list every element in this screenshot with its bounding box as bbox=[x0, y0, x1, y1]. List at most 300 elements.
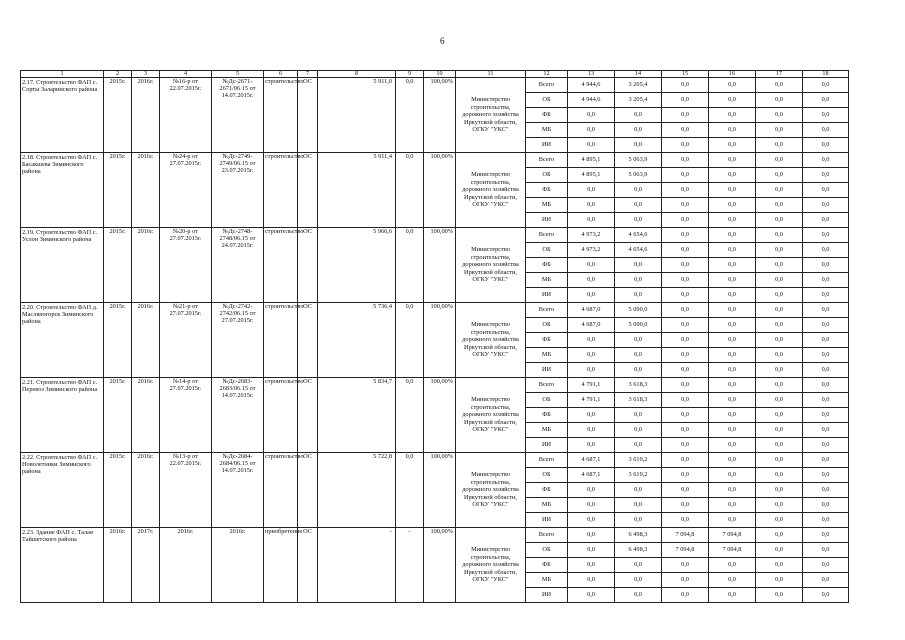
contract-cell: №Дс-2683-2683/06.15 от 14.07.2015г. bbox=[212, 378, 264, 453]
finance-value-cell: 0,0 bbox=[756, 333, 803, 348]
finance-value-cell: 0,0 bbox=[756, 543, 803, 558]
col9-cell: 0,0 bbox=[396, 303, 424, 378]
finance-value-cell: 0,0 bbox=[709, 348, 756, 363]
ministry-cell: Министерство строительства, дорожного хозяйства Иркутской области, ОГКУ "УКС" bbox=[456, 453, 526, 528]
finance-value-cell: 0,0 bbox=[662, 408, 709, 423]
finance-value-cell: 0,0 bbox=[662, 573, 709, 588]
finance-value-cell: 0,0 bbox=[756, 438, 803, 453]
finance-value-cell: 0,0 bbox=[709, 378, 756, 393]
finance-value-cell: 0,0 bbox=[756, 453, 803, 468]
finance-value-cell: 0,0 bbox=[756, 243, 803, 258]
finance-value-cell: 0,0 bbox=[756, 138, 803, 153]
finance-value-cell: 0,0 bbox=[756, 288, 803, 303]
finance-value-cell: 0,0 bbox=[662, 393, 709, 408]
fund-source-cell: ОБ bbox=[526, 543, 568, 558]
finance-value-cell: 4 654,6 bbox=[615, 243, 662, 258]
finance-value-cell: 0,0 bbox=[615, 138, 662, 153]
table-row bbox=[21, 453, 849, 468]
finance-value-cell: 0,0 bbox=[615, 213, 662, 228]
finance-value-cell: 4 791,1 bbox=[568, 378, 615, 393]
finance-value-cell: 0,0 bbox=[568, 543, 615, 558]
finance-value-cell: 0,0 bbox=[803, 183, 849, 198]
finance-value-cell: 0,0 bbox=[662, 513, 709, 528]
finance-value-cell: 0,0 bbox=[568, 363, 615, 378]
finance-value-cell: 0,0 bbox=[756, 258, 803, 273]
finance-value-cell: 0,0 bbox=[709, 363, 756, 378]
finance-value-cell: 3 618,3 bbox=[615, 378, 662, 393]
cost-cell: 5 966,6 bbox=[318, 228, 396, 303]
finance-value-cell: 0,0 bbox=[803, 168, 849, 183]
finance-value-cell: 0,0 bbox=[662, 78, 709, 93]
finance-value-cell: 0,0 bbox=[803, 513, 849, 528]
finance-value-cell: 0,0 bbox=[756, 408, 803, 423]
finance-value-cell: 0,0 bbox=[709, 408, 756, 423]
finance-value-cell: 0,0 bbox=[568, 258, 615, 273]
fund-source-cell: Всего bbox=[526, 378, 568, 393]
finance-value-cell: 0,0 bbox=[615, 108, 662, 123]
finance-value-cell: 0,0 bbox=[756, 183, 803, 198]
finance-value-cell: 0,0 bbox=[709, 558, 756, 573]
finance-value-cell: 0,0 bbox=[756, 153, 803, 168]
fund-source-cell: МБ bbox=[526, 198, 568, 213]
finance-value-cell: 0,0 bbox=[756, 108, 803, 123]
finance-value-cell: 0,0 bbox=[568, 423, 615, 438]
finance-value-cell: 0,0 bbox=[803, 363, 849, 378]
object-name-cell: 2.22. Строительство ФАП с. Новолетники Зиминского района bbox=[21, 453, 104, 528]
table-row bbox=[21, 153, 849, 168]
finance-value-cell: 0,0 bbox=[662, 138, 709, 153]
finance-value-cell: 0,0 bbox=[615, 513, 662, 528]
fund-source-cell: МБ bbox=[526, 423, 568, 438]
column-number-header: 7 bbox=[298, 71, 318, 78]
fund-source-cell: Всего bbox=[526, 528, 568, 543]
finance-value-cell: 0,0 bbox=[615, 183, 662, 198]
finance-value-cell: 0,0 bbox=[568, 498, 615, 513]
fund-source-cell: МБ bbox=[526, 498, 568, 513]
order-cell: №24-р от 27.07.2015г. bbox=[160, 153, 212, 228]
finance-value-cell: 0,0 bbox=[756, 558, 803, 573]
cost-cell: - bbox=[318, 528, 396, 603]
contract-cell: №Дс-2742-2742/06.15 от 27.07.2015г. bbox=[212, 303, 264, 378]
finance-value-cell: 0,0 bbox=[756, 213, 803, 228]
fund-source-cell: ОБ bbox=[526, 393, 568, 408]
cost-cell: 5 911,4 bbox=[318, 153, 396, 228]
work-type-cell: приобретение bbox=[264, 528, 298, 603]
column-number-header: 1 bbox=[21, 71, 104, 78]
col9-cell: 0,0 bbox=[396, 453, 424, 528]
finance-value-cell: 0,0 bbox=[803, 348, 849, 363]
finance-value-cell: 0,0 bbox=[615, 348, 662, 363]
finance-value-cell: 0,0 bbox=[709, 393, 756, 408]
finance-value-cell: 0,0 bbox=[803, 228, 849, 243]
finance-value-cell: 0,0 bbox=[615, 363, 662, 378]
finance-value-cell: 0,0 bbox=[709, 303, 756, 318]
finance-value-cell: 0,0 bbox=[568, 138, 615, 153]
start-year-cell: 2015г. bbox=[104, 303, 132, 378]
finance-value-cell: 0,0 bbox=[568, 198, 615, 213]
finance-value-cell: 0,0 bbox=[803, 153, 849, 168]
object-name-cell: 2.21. Строительство ФАП с. Перевоз Зиминского района bbox=[21, 378, 104, 453]
finance-value-cell: 0,0 bbox=[662, 468, 709, 483]
percent-cell: 100,00% bbox=[424, 453, 456, 528]
finance-value-cell: 7 094,8 bbox=[709, 528, 756, 543]
finance-value-cell: 0,0 bbox=[803, 243, 849, 258]
finance-value-cell: 0,0 bbox=[709, 498, 756, 513]
finance-value-cell: 0,0 bbox=[803, 213, 849, 228]
finance-value-cell: 4 895,1 bbox=[568, 153, 615, 168]
finance-value-cell: 0,0 bbox=[662, 588, 709, 603]
finance-value-cell: 0,0 bbox=[709, 123, 756, 138]
finance-value-cell: 0,0 bbox=[803, 318, 849, 333]
finance-value-cell: 4 654,6 bbox=[615, 228, 662, 243]
finance-value-cell: 0,0 bbox=[662, 183, 709, 198]
form-cell: ОС bbox=[298, 303, 318, 378]
fund-source-cell: ОБ bbox=[526, 93, 568, 108]
end-year-cell: 2016г. bbox=[132, 228, 160, 303]
finance-value-cell: 3 618,3 bbox=[615, 393, 662, 408]
finance-value-cell: 0,0 bbox=[803, 423, 849, 438]
table-row bbox=[21, 78, 849, 93]
finance-value-cell: 0,0 bbox=[756, 123, 803, 138]
end-year-cell: 2016г. bbox=[132, 303, 160, 378]
finance-value-cell: 0,0 bbox=[662, 318, 709, 333]
finance-value-cell: 0,0 bbox=[803, 198, 849, 213]
finance-value-cell: 0,0 bbox=[615, 198, 662, 213]
finance-value-cell: 4 687,1 bbox=[568, 453, 615, 468]
end-year-cell: 2016г. bbox=[132, 153, 160, 228]
work-type-cell: строительство bbox=[264, 453, 298, 528]
finance-value-cell: 0,0 bbox=[615, 588, 662, 603]
finance-value-cell: 0,0 bbox=[709, 213, 756, 228]
finance-value-cell: 0,0 bbox=[803, 453, 849, 468]
finance-value-cell: 0,0 bbox=[662, 153, 709, 168]
fund-source-cell: ФБ bbox=[526, 258, 568, 273]
fund-source-cell: ИИ bbox=[526, 513, 568, 528]
contract-cell: №Дс-2684-2684/06.15 от 14.07.2015г. bbox=[212, 453, 264, 528]
fund-source-cell: Всего bbox=[526, 153, 568, 168]
finance-value-cell: 0,0 bbox=[709, 243, 756, 258]
object-name-cell: 2.23. Здание ФАП с. Талая Тайшетского района bbox=[21, 528, 104, 603]
finance-value-cell: 0,0 bbox=[709, 288, 756, 303]
fund-source-cell: МБ bbox=[526, 348, 568, 363]
form-cell: ОС bbox=[298, 528, 318, 603]
start-year-cell: 2015г. bbox=[104, 153, 132, 228]
work-type-cell: строительство bbox=[264, 153, 298, 228]
table-row bbox=[21, 303, 849, 318]
finance-value-cell: 0,0 bbox=[662, 483, 709, 498]
cost-cell: 5 736,4 bbox=[318, 303, 396, 378]
col9-cell: 0,0 bbox=[396, 78, 424, 153]
finance-value-cell: 0,0 bbox=[662, 243, 709, 258]
percent-cell: 100,00% bbox=[424, 303, 456, 378]
finance-value-cell: 0,0 bbox=[709, 273, 756, 288]
form-cell: ОС bbox=[298, 78, 318, 153]
table-row bbox=[21, 228, 849, 243]
finance-value-cell: 0,0 bbox=[803, 573, 849, 588]
finance-value-cell: 0,0 bbox=[662, 228, 709, 243]
finance-value-cell: 0,0 bbox=[568, 438, 615, 453]
column-number-header: 5 bbox=[212, 71, 264, 78]
finance-value-cell: 3 205,4 bbox=[615, 93, 662, 108]
column-number-header: 11 bbox=[456, 71, 526, 78]
finance-value-cell: 0,0 bbox=[709, 318, 756, 333]
object-name-cell: 2.18. Строительство ФАП с. Басакшева Зиминского района bbox=[21, 153, 104, 228]
fund-source-cell: ФБ bbox=[526, 558, 568, 573]
contract-cell: №Дс-2671-2671/06.15 от 14.07.2015г. bbox=[212, 78, 264, 153]
finance-value-cell: 0,0 bbox=[756, 573, 803, 588]
finance-value-cell: 0,0 bbox=[803, 543, 849, 558]
finance-value-cell: 0,0 bbox=[709, 438, 756, 453]
column-number-header: 16 bbox=[709, 71, 756, 78]
finance-value-cell: 4 895,1 bbox=[568, 168, 615, 183]
order-cell: №13-р от 22.07.2015г. bbox=[160, 453, 212, 528]
finance-value-cell: 0,0 bbox=[662, 123, 709, 138]
finance-value-cell: 0,0 bbox=[709, 228, 756, 243]
start-year-cell: 2015г. bbox=[104, 378, 132, 453]
percent-cell: 100,00% bbox=[424, 78, 456, 153]
finance-value-cell: 0,0 bbox=[756, 423, 803, 438]
finance-value-cell: 0,0 bbox=[709, 168, 756, 183]
ministry-cell: Министерство строительства, дорожного хозяйства Иркутской области, ОГКУ "УКС" bbox=[456, 78, 526, 153]
finance-value-cell: 4 791,1 bbox=[568, 393, 615, 408]
fund-source-cell: ИИ bbox=[526, 363, 568, 378]
fund-source-cell: ОБ bbox=[526, 168, 568, 183]
page-number: 6 bbox=[440, 36, 445, 46]
finance-value-cell: 0,0 bbox=[803, 528, 849, 543]
order-cell: №14-р от 27.07.2015г. bbox=[160, 378, 212, 453]
finance-value-cell: 0,0 bbox=[662, 108, 709, 123]
work-type-cell: строительство bbox=[264, 303, 298, 378]
finance-value-cell: 0,0 bbox=[709, 453, 756, 468]
finance-value-cell: 0,0 bbox=[803, 558, 849, 573]
finance-value-cell: 0,0 bbox=[662, 303, 709, 318]
finance-value-cell: 0,0 bbox=[568, 213, 615, 228]
finance-value-cell: 4 944,6 bbox=[568, 93, 615, 108]
finance-value-cell: 0,0 bbox=[803, 333, 849, 348]
investment-table bbox=[20, 70, 849, 603]
column-number-header: 13 bbox=[568, 71, 615, 78]
start-year-cell: 2015г. bbox=[104, 228, 132, 303]
column-number-header: 2 bbox=[104, 71, 132, 78]
order-cell: 2016г. bbox=[160, 528, 212, 603]
finance-value-cell: 7 094,8 bbox=[662, 543, 709, 558]
form-cell: ОС bbox=[298, 378, 318, 453]
finance-value-cell: 0,0 bbox=[662, 333, 709, 348]
finance-value-cell: 0,0 bbox=[709, 93, 756, 108]
finance-value-cell: 0,0 bbox=[803, 138, 849, 153]
finance-value-cell: 0,0 bbox=[709, 588, 756, 603]
finance-value-cell: 0,0 bbox=[709, 198, 756, 213]
finance-value-cell: 0,0 bbox=[803, 303, 849, 318]
finance-value-cell: 0,0 bbox=[615, 423, 662, 438]
finance-value-cell: 3 619,2 bbox=[615, 453, 662, 468]
finance-value-cell: 0,0 bbox=[803, 393, 849, 408]
column-number-header: 6 bbox=[264, 71, 298, 78]
fund-source-cell: ФБ bbox=[526, 108, 568, 123]
finance-value-cell: 4 973,2 bbox=[568, 243, 615, 258]
finance-value-cell: 0,0 bbox=[756, 498, 803, 513]
col9-cell: 0,0 bbox=[396, 153, 424, 228]
finance-value-cell: 0,0 bbox=[662, 438, 709, 453]
finance-value-cell: 0,0 bbox=[568, 483, 615, 498]
finance-value-cell: 0,0 bbox=[615, 123, 662, 138]
cost-cell: 5 911,0 bbox=[318, 78, 396, 153]
percent-cell: 100,00% bbox=[424, 153, 456, 228]
column-number-header: 8 bbox=[318, 71, 396, 78]
work-type-cell: строительство bbox=[264, 228, 298, 303]
finance-value-cell: 0,0 bbox=[803, 468, 849, 483]
fund-source-cell: ИИ bbox=[526, 288, 568, 303]
column-number-header: 15 bbox=[662, 71, 709, 78]
finance-value-cell: 5 063,9 bbox=[615, 168, 662, 183]
finance-value-cell: 0,0 bbox=[662, 258, 709, 273]
fund-source-cell: ИИ bbox=[526, 588, 568, 603]
fund-source-cell: ОБ bbox=[526, 468, 568, 483]
finance-value-cell: 0,0 bbox=[803, 498, 849, 513]
finance-value-cell: 0,0 bbox=[803, 123, 849, 138]
finance-value-cell: 0,0 bbox=[662, 198, 709, 213]
finance-value-cell: 0,0 bbox=[756, 93, 803, 108]
finance-value-cell: 0,0 bbox=[709, 258, 756, 273]
finance-value-cell: 4 973,2 bbox=[568, 228, 615, 243]
fund-source-cell: МБ bbox=[526, 123, 568, 138]
finance-value-cell: 0,0 bbox=[662, 363, 709, 378]
finance-value-cell: 0,0 bbox=[756, 483, 803, 498]
finance-value-cell: 0,0 bbox=[803, 588, 849, 603]
end-year-cell: 2017г. bbox=[132, 528, 160, 603]
column-number-header: 9 bbox=[396, 71, 424, 78]
finance-value-cell: 4 687,1 bbox=[568, 468, 615, 483]
finance-value-cell: 0,0 bbox=[756, 168, 803, 183]
fund-source-cell: ИИ bbox=[526, 213, 568, 228]
ministry-cell: Министерство строительства, дорожного хозяйства Иркутской области, ОГКУ "УКС" bbox=[456, 153, 526, 228]
percent-cell: 100,00% bbox=[424, 228, 456, 303]
finance-value-cell: 0,0 bbox=[803, 378, 849, 393]
finance-value-cell: 0,0 bbox=[662, 498, 709, 513]
finance-value-cell: 0,0 bbox=[756, 588, 803, 603]
finance-value-cell: 0,0 bbox=[709, 153, 756, 168]
order-cell: №21-р от 27.07.2015г. bbox=[160, 303, 212, 378]
percent-cell: 100,00% bbox=[424, 528, 456, 603]
finance-value-cell: 0,0 bbox=[662, 168, 709, 183]
finance-value-cell: 0,0 bbox=[756, 378, 803, 393]
finance-value-cell: 0,0 bbox=[709, 78, 756, 93]
finance-value-cell: 0,0 bbox=[615, 258, 662, 273]
ministry-cell: Министерство строительства, дорожного хозяйства Иркутской области, ОГКУ "УКС" bbox=[456, 303, 526, 378]
col9-cell: - bbox=[396, 528, 424, 603]
finance-value-cell: 0,0 bbox=[568, 183, 615, 198]
finance-value-cell: 0,0 bbox=[709, 513, 756, 528]
finance-value-cell: 0,0 bbox=[709, 423, 756, 438]
finance-value-cell: 0,0 bbox=[662, 378, 709, 393]
finance-value-cell: 0,0 bbox=[709, 483, 756, 498]
fund-source-cell: ФБ bbox=[526, 408, 568, 423]
finance-value-cell: 0,0 bbox=[568, 528, 615, 543]
finance-value-cell: 0,0 bbox=[709, 138, 756, 153]
finance-value-cell: 0,0 bbox=[756, 198, 803, 213]
finance-value-cell: 0,0 bbox=[662, 93, 709, 108]
fund-source-cell: ИИ bbox=[526, 438, 568, 453]
finance-value-cell: 0,0 bbox=[615, 438, 662, 453]
finance-value-cell: 0,0 bbox=[803, 408, 849, 423]
finance-value-cell: 0,0 bbox=[615, 288, 662, 303]
finance-value-cell: 0,0 bbox=[662, 453, 709, 468]
finance-value-cell: 0,0 bbox=[709, 183, 756, 198]
finance-value-cell: 0,0 bbox=[803, 483, 849, 498]
finance-value-cell: 0,0 bbox=[568, 348, 615, 363]
form-cell: ОС bbox=[298, 153, 318, 228]
finance-value-cell: 0,0 bbox=[803, 93, 849, 108]
finance-value-cell: 6 498,3 bbox=[615, 543, 662, 558]
finance-value-cell: 3 205,4 bbox=[615, 78, 662, 93]
work-type-cell: строительство bbox=[264, 78, 298, 153]
start-year-cell: 2015г. bbox=[104, 453, 132, 528]
column-number-header: 3 bbox=[132, 71, 160, 78]
finance-value-cell: 0,0 bbox=[568, 588, 615, 603]
finance-value-cell: 0,0 bbox=[709, 333, 756, 348]
finance-value-cell: 0,0 bbox=[568, 408, 615, 423]
finance-value-cell: 0,0 bbox=[803, 108, 849, 123]
finance-value-cell: 3 619,2 bbox=[615, 468, 662, 483]
fund-source-cell: Всего bbox=[526, 303, 568, 318]
form-cell: ОС bbox=[298, 453, 318, 528]
finance-value-cell: 0,0 bbox=[662, 273, 709, 288]
finance-value-cell: 4 687,0 bbox=[568, 318, 615, 333]
fund-source-cell: ФБ bbox=[526, 183, 568, 198]
finance-value-cell: 0,0 bbox=[662, 558, 709, 573]
finance-value-cell: 0,0 bbox=[615, 333, 662, 348]
percent-cell: 100,00% bbox=[424, 378, 456, 453]
finance-value-cell: 0,0 bbox=[756, 318, 803, 333]
finance-value-cell: 0,0 bbox=[709, 573, 756, 588]
order-cell: №16-р от 22.07.2015г. bbox=[160, 78, 212, 153]
finance-value-cell: 7 094,8 bbox=[662, 528, 709, 543]
finance-value-cell: 0,0 bbox=[568, 558, 615, 573]
column-number-header: 17 bbox=[756, 71, 803, 78]
finance-value-cell: 0,0 bbox=[803, 438, 849, 453]
ministry-cell: Министерство строительства, дорожного хозяйства Иркутской области, ОГКУ "УКС" bbox=[456, 228, 526, 303]
column-number-header: 18 bbox=[803, 71, 849, 78]
finance-value-cell: 0,0 bbox=[615, 498, 662, 513]
order-cell: №20-р от 27.07.2015г. bbox=[160, 228, 212, 303]
finance-value-cell: 0,0 bbox=[756, 363, 803, 378]
column-number-header: 12 bbox=[526, 71, 568, 78]
finance-value-cell: 0,0 bbox=[756, 228, 803, 243]
cost-cell: 5 834,7 bbox=[318, 378, 396, 453]
end-year-cell: 2016г. bbox=[132, 378, 160, 453]
finance-value-cell: 0,0 bbox=[662, 348, 709, 363]
finance-value-cell: 0,0 bbox=[568, 108, 615, 123]
finance-value-cell: 0,0 bbox=[615, 558, 662, 573]
end-year-cell: 2016г. bbox=[132, 453, 160, 528]
finance-value-cell: 0,0 bbox=[756, 468, 803, 483]
contract-cell: №Дс-2748-2748/06.15 от 24.07.2015г. bbox=[212, 228, 264, 303]
finance-value-cell: 0,0 bbox=[615, 573, 662, 588]
end-year-cell: 2016г. bbox=[132, 78, 160, 153]
finance-value-cell: 0,0 bbox=[662, 288, 709, 303]
column-number-header: 10 bbox=[424, 71, 456, 78]
fund-source-cell: МБ bbox=[526, 273, 568, 288]
finance-value-cell: 0,0 bbox=[568, 273, 615, 288]
finance-value-cell: 0,0 bbox=[756, 513, 803, 528]
object-name-cell: 2.19. Строительство ФАП с. Услон Зиминского района bbox=[21, 228, 104, 303]
finance-value-cell: 0,0 bbox=[709, 108, 756, 123]
finance-value-cell: 7 094,8 bbox=[709, 543, 756, 558]
object-name-cell: 2.17. Строительство ФАП с. Сорты Заларинского района bbox=[21, 78, 104, 153]
cost-cell: 5 722,8 bbox=[318, 453, 396, 528]
finance-value-cell: 0,0 bbox=[568, 333, 615, 348]
finance-value-cell: 0,0 bbox=[756, 303, 803, 318]
